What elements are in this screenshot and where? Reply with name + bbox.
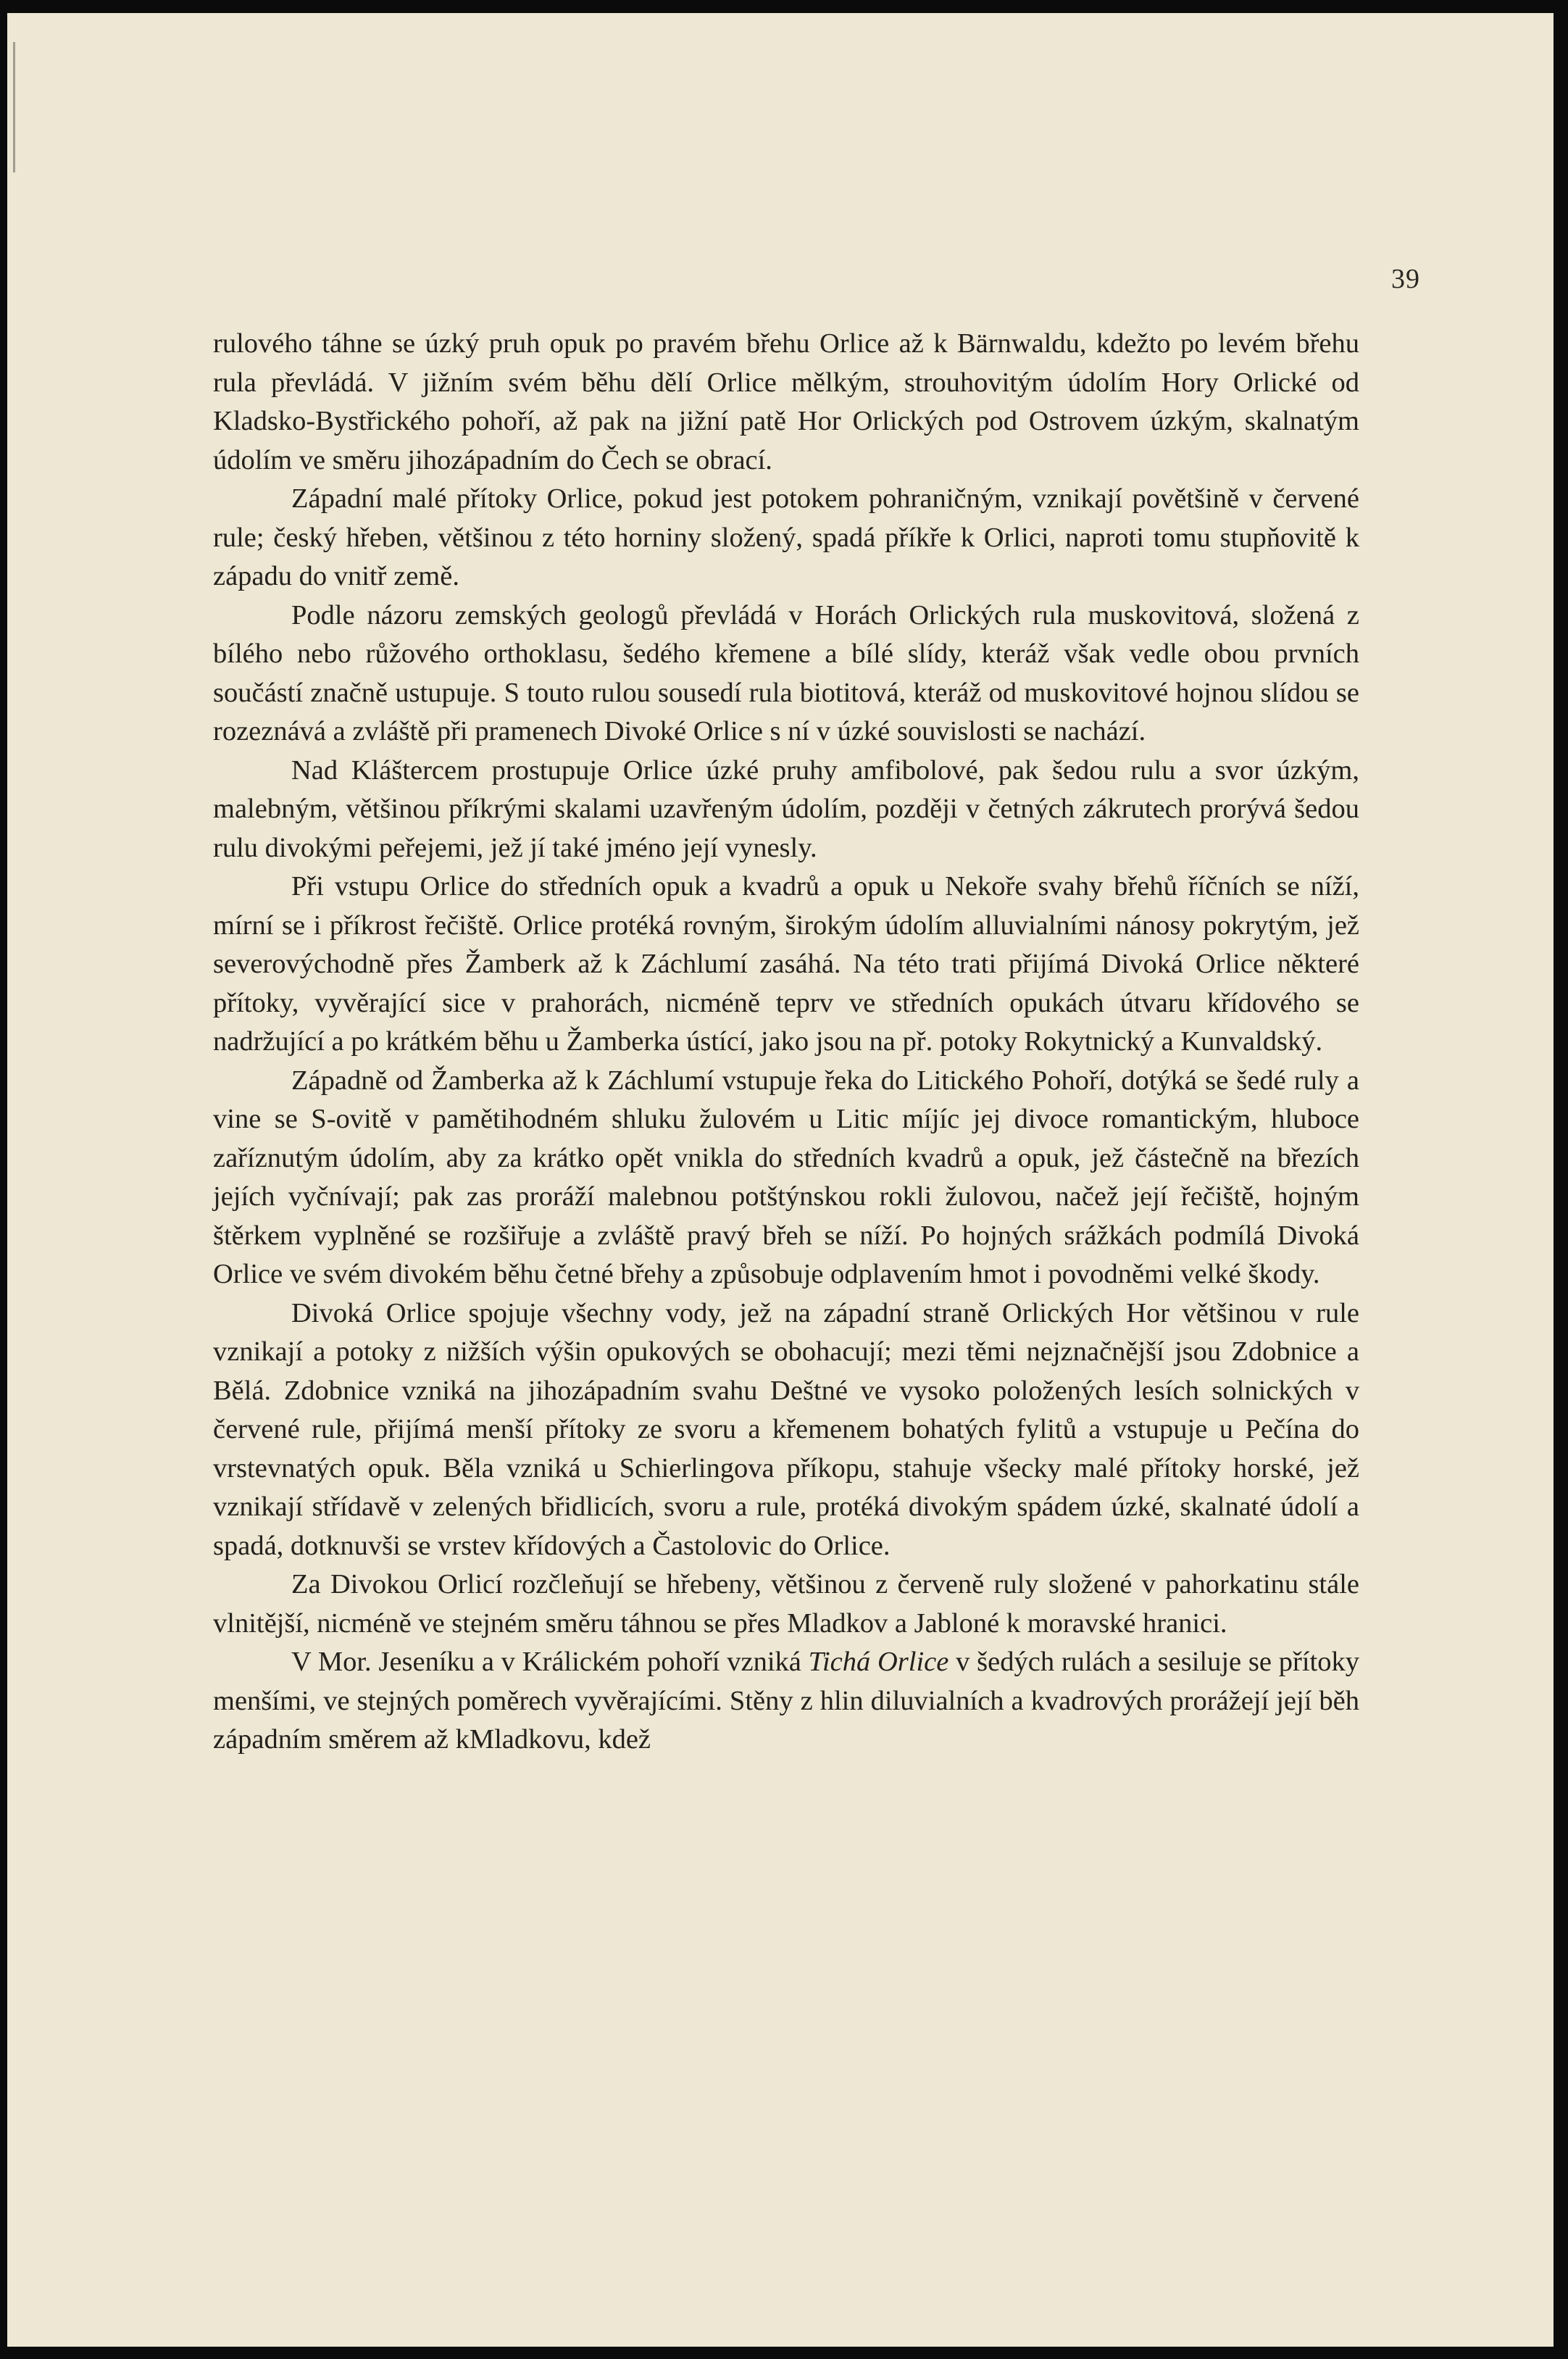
emphasized-river-name: Tichá Orlice bbox=[808, 1647, 949, 1677]
book-page bbox=[7, 13, 1554, 2347]
paragraph: Podle názoru zemských geologů převládá v Horách Orlických rula muskovitová, složená z bílého nebo růžového orthoklasu, šedého křemene a bílé slídy, kteráž však vedle obou prvních součástí značně ustupuje. S touto rulou sousedí rula biotitová, kteráž od muskovitové hojnou slídou se rozeznává a zvláště při pramenech Divoké Orlice s ní v úzké souvislosti se nachází. bbox=[213, 599, 1359, 746]
paragraph-text-before: V Mor. Jeseníku a v Králickém pohoří vzniká bbox=[291, 1647, 809, 1677]
paragraph: Nad Kláštercem prostupuje Orlice úzké pruhy amfibolové, pak šedou rulu a svor úzkým, malebným, většinou příkrými skalami uzavřeným údolím, později v četných zákrutech prorývá šedou rulu divokými peřejemi, jež jí také jméno její vynesly. bbox=[213, 754, 1359, 863]
page-number: 39 bbox=[1391, 264, 1420, 294]
paragraph: rulového táhne se úzký pruh opuk po pravém břehu Orlice až k Bärnwaldu, kdežto po levém břehu rula převládá. V jižním svém běhu dělí Orlice mělkým, strouhovitým údolím Hory Orlické od Kladsko-Bystřického pohoří, až pak na jižní patě Hor Orlických pod Ostrovem úzkým, skalnatým údolím ve směru jihozápadním do Čech se obrací. bbox=[213, 328, 1359, 475]
binding-edge bbox=[13, 42, 15, 172]
paragraph-text-after: v šedých rulách a sesiluje se přítoky menšími, ve stejných poměrech vyvěrajícími. Stěny z hlin diluvialních a kvadrových prorážejí její běh západním směrem až kMladkovu, kdež bbox=[213, 1647, 1359, 1755]
paragraph: Při vstupu Orlice do středních opuk a kvadrů a opuk u Nekoře svahy břehů říčních se níží, mírní se i příkrost řečiště. Orlice protéká rovným, širokým údolím alluvialními nánosy pokrytým, jež severovýchodně přes Žamberk až k Záchlumí zasáhá. Na této trati přijímá Divoká Orlice některé přítoky, vyvěrající sice v prahorách, nicméně teprv ve středních opukách útvaru křídového se nadržující a po krátkém běhu u Žamberka ústící, jako jsou na př. potoky Rokytnický a Kunvaldský. bbox=[213, 871, 1359, 1057]
paragraph-last bbox=[213, 1643, 1359, 1760]
paragraph: Západně od Žamberka až k Záchlumí vstupuje řeka do Litického Pohoří, dotýká se šedé ruly a vine se S-ovitě v pamětihodném shluku žulovém u Litic míjíc jej divoce romantickým, hluboce zaříznutým údolím, aby za krátko opět vnikla do středních kvadrů a opuk, jež částečně na březích jejích vyčnívají; pak zas proráží malebnou potštýnskou rokli žulovou, načež její řečiště, hojným štěrkem vyplněné se rozšiřuje a zvláště pravý břeh se níží. Po hojných srážkách podmílá Divoká Orlice ve svém divokém běhu četné břehy a způsobuje odplavením hmot i povodněmi velké škody. bbox=[213, 1065, 1359, 1289]
text-body bbox=[213, 325, 1359, 1760]
paragraph: Divoká Orlice spojuje všechny vody, jež na západní straně Orlických Hor většinou v rule vznikají a potoky z nižších výšin opukových se obohacují; mezi těmi nejznačnější jsou Zdobnice a Bělá. Zdobnice vzniká na jihozápadním svahu Deštné ve vysoko položených lesích solnických v červené rule, přijímá menší přítoky ze svoru a křemenem bohatých fylitů a vstupuje u Pečína do vrstevnatých opuk. Běla vzniká u Schierlingova příkopu, stahuje všecky malé přítoky horské, jež vznikají střídavě v zelených břidlicích, svoru a rule, protéká divokým spádem úzké, skalnaté údolí a spadá, dotknuvši se vrstev křídových a Častolovic do Orlice. bbox=[213, 1297, 1359, 1561]
paragraph: Západní malé přítoky Orlice, pokud jest potokem pohraničným, vznikají povětšině v červené rule; český hřeben, většinou z této horniny složený, spadá příkře k Orlici, naproti tomu stupňovitě k západu do vnitř země. bbox=[213, 483, 1359, 591]
paragraph: Za Divokou Orlicí rozčleňují se hřebeny, většinou z červeně ruly složené v pahorkatinu stále vlnitější, nicméně ve stejném směru táhnou se přes Mladkov a Jabloné k moravské hranici. bbox=[213, 1569, 1359, 1639]
